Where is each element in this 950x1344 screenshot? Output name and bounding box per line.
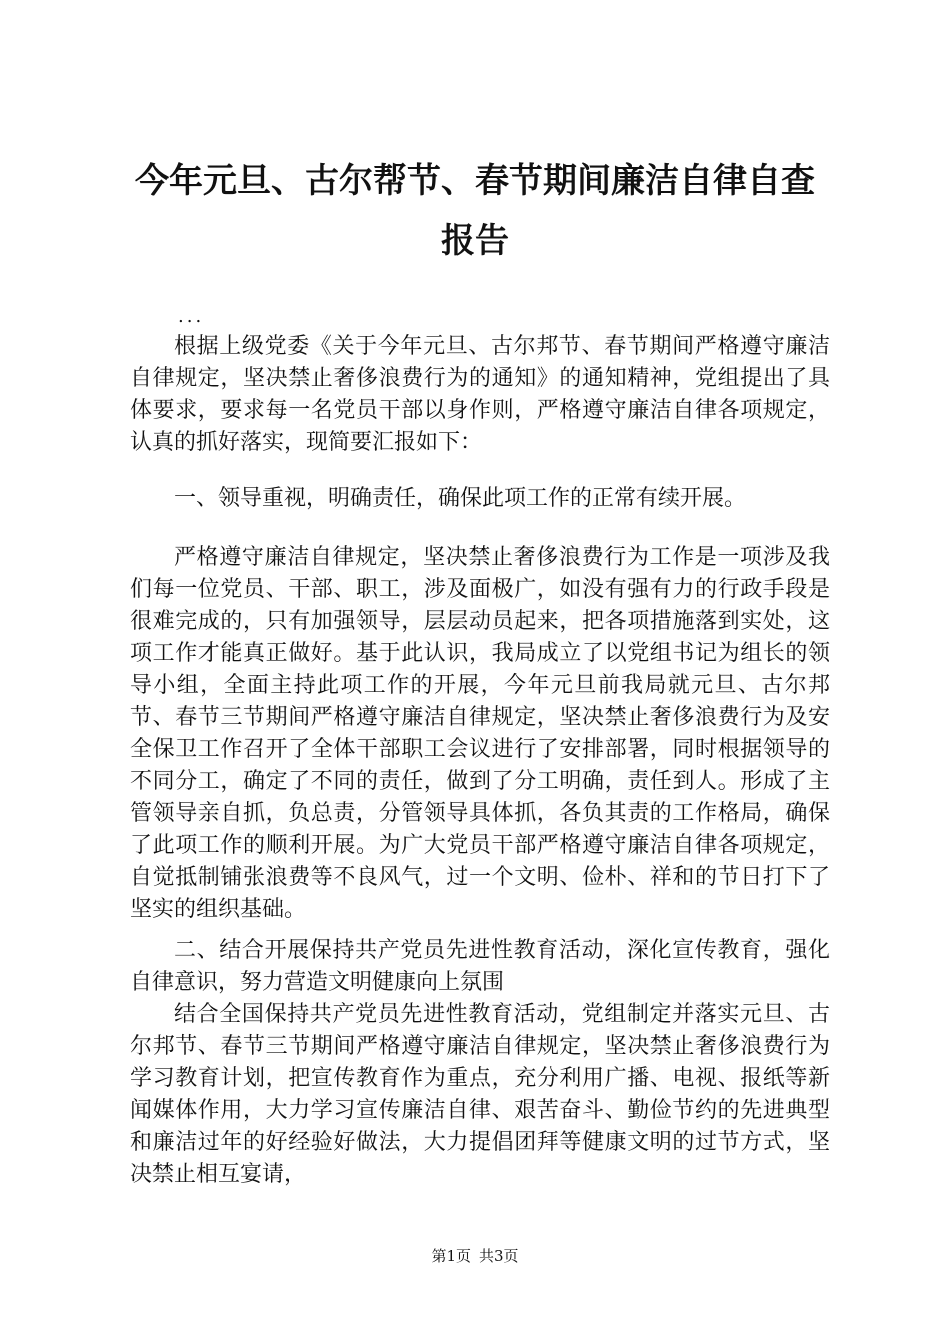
ellipsis-marker: ... xyxy=(178,306,205,327)
section-heading-1: 一、领导重视，明确责任，确保此项工作的正常有续开展。 xyxy=(174,486,747,511)
document-title-line-2: 报告 xyxy=(441,221,509,261)
paragraph-section-2: 结合全国保持共产党员先进性教育活动，党组制定并落实元旦、古尔邦节、春节三节期间严格遵守廉洁自律规定，坚决禁止奢侈浪费行为学习教育计划，把宣传教育作为重点，充分利用广播、电视、报纸等新闻媒体作用，大力学习宣传廉洁自律、艰苦奋斗、勤俭节约的先进典型和廉洁过年的好经验好做法，大力提倡团拜等健康文明的过节方式，坚决禁止相互宴请， xyxy=(130,1002,830,1187)
document-title-line-1: 今年元旦、古尔帮节、春节期间廉洁自律自查 xyxy=(135,161,815,201)
paragraph-section-1: 严格遵守廉洁自律规定，坚决禁止奢侈浪费行为工作是一项涉及我们每一位党员、干部、职工，涉及面极广，如没有强有力的行政手段是很难完成的，只有加强领导，层层动员起来，把各项措施落到实处，这项工作才能真正做好。基于此认识，我局成立了以党组书记为组长的领导小组，全面主持此项工作的开展，今年元旦前我局就元旦、古尔邦节、春节三节期间严格遵守廉洁自律规定，坚决禁止奢侈浪费行为及安全保卫工作召开了全体干部职工会议进行了安排部署，同时根据领导的不同分工，确定了不同的责任，做到了分工明确，责任到人。形成了主管领导亲自抓，负总责，分管领导具体抓，各负其责的工作格局，确保了此项工作的顺利开展。为广大党员干部严格遵守廉洁自律各项规定，自觉抵制铺张浪费等不良风气，过一个文明、俭朴、祥和的节日打下了坚实的组织基础。 xyxy=(130,545,830,922)
page-footer xyxy=(0,1246,950,1266)
section-heading-2: 二、结合开展保持共产党员先进性教育活动，深化宣传教育，强化自律意识，努力营造文明健康向上氛围 xyxy=(130,938,830,995)
page-total: 共3页 xyxy=(479,1247,519,1265)
page-number: 第1页 xyxy=(431,1247,471,1265)
paragraph-intro: 根据上级党委《关于今年元旦、古尔邦节、春节期间严格遵守廉洁自律规定，坚决禁止奢侈浪费行为的通知》的通知精神，党组提出了具体要求，要求每一名党员干部以身作则，严格遵守廉洁自律各项规定，认真的抓好落实，现简要汇报如下： xyxy=(130,334,830,455)
